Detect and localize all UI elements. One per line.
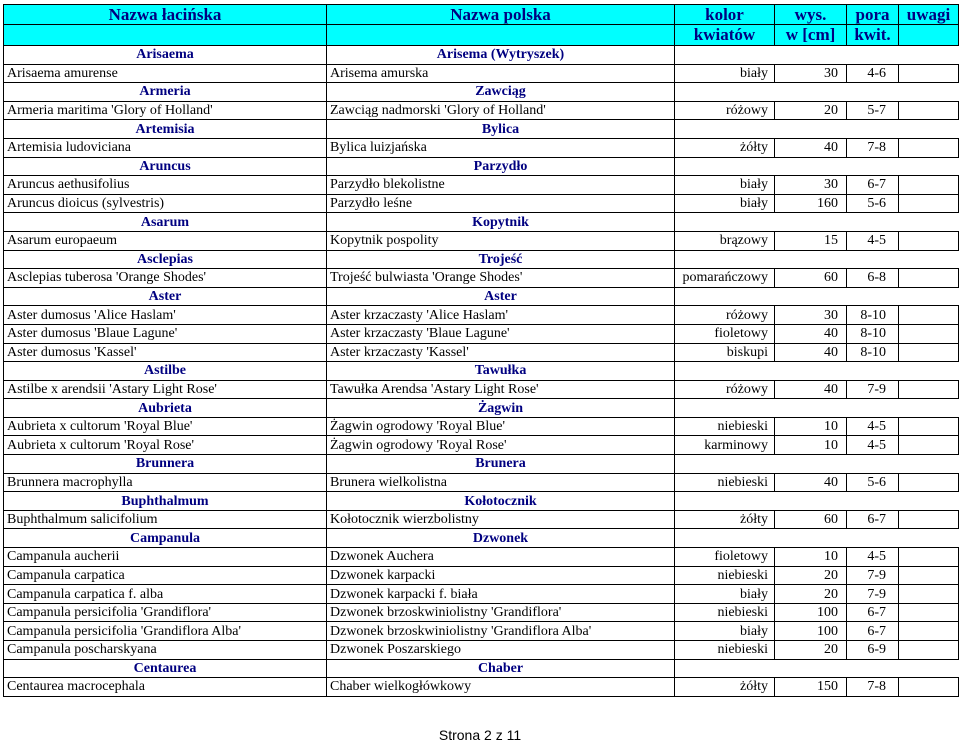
species-polish: Dzwonek Poszarskiego: [327, 641, 675, 660]
plant-height: 15: [775, 231, 847, 250]
flower-color: żółty: [675, 510, 775, 529]
species-row: [4, 510, 959, 529]
header2-polish: [327, 25, 675, 46]
species-row: [4, 269, 959, 288]
genus-empty-cell: [847, 287, 899, 306]
genus-row: [4, 250, 959, 269]
species-polish: Trojeść bulwiasta 'Orange Shodes': [327, 269, 675, 288]
species-row: [4, 176, 959, 195]
species-polish: Arisema amurska: [327, 64, 675, 83]
species-latin: Arisaema amurense: [4, 64, 327, 83]
header-color: kolor: [675, 5, 775, 25]
plant-height: 40: [775, 380, 847, 399]
genus-empty-cell: [775, 659, 847, 678]
flower-color: niebieski: [675, 641, 775, 660]
genus-latin: Buphthalmum: [4, 492, 327, 511]
species-latin: Campanula persicifolia 'Grandiflora Alba': [4, 622, 327, 641]
genus-empty-cell: [847, 213, 899, 232]
plant-height: 30: [775, 306, 847, 325]
header-row-2: [4, 25, 959, 46]
genus-polish: Tawułka: [327, 362, 675, 381]
bloom-period: 8-10: [847, 343, 899, 362]
bloom-period: 8-10: [847, 306, 899, 325]
genus-polish: Kopytnik: [327, 213, 675, 232]
genus-row: [4, 287, 959, 306]
species-polish: Parzydło blekolistne: [327, 176, 675, 195]
bloom-period: 4-6: [847, 64, 899, 83]
genus-latin: Asarum: [4, 213, 327, 232]
species-latin: Armeria maritima 'Glory of Holland': [4, 101, 327, 120]
genus-empty-cell: [899, 250, 959, 269]
genus-empty-cell: [847, 529, 899, 548]
bloom-period: 6-9: [847, 641, 899, 660]
genus-empty-cell: [775, 46, 847, 65]
species-latin: Buphthalmum salicifolium: [4, 510, 327, 529]
header-color-2: kwiatów: [675, 25, 775, 46]
species-polish: Żagwin ogrodowy 'Royal Rose': [327, 436, 675, 455]
flower-color: biały: [675, 194, 775, 213]
genus-empty-cell: [775, 529, 847, 548]
plant-height: 10: [775, 417, 847, 436]
species-polish: Chaber wielkogłówkowy: [327, 678, 675, 697]
species-row: [4, 622, 959, 641]
flower-color: karminowy: [675, 436, 775, 455]
species-row: [4, 380, 959, 399]
flower-color: różowy: [675, 380, 775, 399]
plant-height: 100: [775, 622, 847, 641]
species-row: [4, 194, 959, 213]
genus-latin: Aster: [4, 287, 327, 306]
species-latin: Brunnera macrophylla: [4, 473, 327, 492]
plant-height: 30: [775, 64, 847, 83]
notes-cell: [899, 436, 959, 455]
genus-polish: Trojeść: [327, 250, 675, 269]
genus-row: [4, 492, 959, 511]
flower-color: różowy: [675, 306, 775, 325]
flower-color: biały: [675, 622, 775, 641]
bloom-period: 7-8: [847, 138, 899, 157]
genus-empty-cell: [675, 529, 775, 548]
header-row: [4, 5, 959, 25]
page-footer: Strona 2 z 11: [438, 727, 522, 743]
species-polish: Aster krzaczasty 'Kassel': [327, 343, 675, 362]
plant-height: 20: [775, 585, 847, 604]
plant-table: [3, 4, 959, 697]
flower-color: biały: [675, 585, 775, 604]
species-latin: Artemisia ludoviciana: [4, 138, 327, 157]
flower-color: żółty: [675, 678, 775, 697]
notes-cell: [899, 585, 959, 604]
flower-color: niebieski: [675, 417, 775, 436]
genus-polish: Żagwin: [327, 399, 675, 418]
notes-cell: [899, 343, 959, 362]
plant-height: 10: [775, 548, 847, 567]
genus-empty-cell: [675, 120, 775, 139]
species-latin: Aruncus aethusifolius: [4, 176, 327, 195]
genus-empty-cell: [775, 120, 847, 139]
genus-empty-cell: [675, 362, 775, 381]
notes-cell: [899, 176, 959, 195]
genus-latin: Armeria: [4, 83, 327, 102]
species-polish: Zawciąg nadmorski 'Glory of Holland': [327, 101, 675, 120]
species-row: [4, 324, 959, 343]
flower-color: niebieski: [675, 603, 775, 622]
genus-empty-cell: [899, 455, 959, 474]
genus-empty-cell: [847, 492, 899, 511]
notes-cell: [899, 138, 959, 157]
genus-empty-cell: [899, 83, 959, 102]
genus-empty-cell: [899, 46, 959, 65]
notes-cell: [899, 603, 959, 622]
species-polish: Dzwonek karpacki: [327, 566, 675, 585]
genus-empty-cell: [899, 362, 959, 381]
genus-empty-cell: [675, 399, 775, 418]
genus-latin: Asclepias: [4, 250, 327, 269]
genus-empty-cell: [775, 455, 847, 474]
species-polish: Dzwonek brzoskwiniolistny 'Grandiflora': [327, 603, 675, 622]
genus-polish: Brunera: [327, 455, 675, 474]
flower-color: brązowy: [675, 231, 775, 250]
plant-height: 20: [775, 566, 847, 585]
bloom-period: 7-8: [847, 678, 899, 697]
header-polish-name: Nazwa polska: [327, 5, 675, 25]
bloom-period: 5-7: [847, 101, 899, 120]
genus-empty-cell: [899, 120, 959, 139]
genus-empty-cell: [775, 362, 847, 381]
genus-empty-cell: [899, 529, 959, 548]
genus-empty-cell: [847, 83, 899, 102]
plant-height: 20: [775, 101, 847, 120]
species-polish: Kołotocznik wierzbolistny: [327, 510, 675, 529]
species-latin: Campanula carpatica f. alba: [4, 585, 327, 604]
species-row: [4, 548, 959, 567]
species-row: [4, 603, 959, 622]
bloom-period: 4-5: [847, 436, 899, 455]
species-latin: Aster dumosus 'Kassel': [4, 343, 327, 362]
bloom-period: 7-9: [847, 585, 899, 604]
species-row: [4, 417, 959, 436]
header-period: pora: [847, 5, 899, 25]
genus-empty-cell: [899, 157, 959, 176]
header-height-2: w [cm]: [775, 25, 847, 46]
plant-height: 160: [775, 194, 847, 213]
notes-cell: [899, 324, 959, 343]
bloom-period: 6-7: [847, 176, 899, 195]
header-notes: uwagi: [899, 5, 959, 25]
species-latin: Campanula carpatica: [4, 566, 327, 585]
notes-cell: [899, 566, 959, 585]
genus-empty-cell: [675, 659, 775, 678]
species-latin: Astilbe x arendsii 'Astary Light Rose': [4, 380, 327, 399]
genus-polish: Kołotocznik: [327, 492, 675, 511]
species-latin: Campanula aucherii: [4, 548, 327, 567]
notes-cell: [899, 510, 959, 529]
species-row: [4, 436, 959, 455]
species-polish: Kopytnik pospolity: [327, 231, 675, 250]
species-latin: Campanula persicifolia 'Grandiflora': [4, 603, 327, 622]
genus-empty-cell: [675, 250, 775, 269]
genus-row: [4, 399, 959, 418]
flower-color: żółty: [675, 138, 775, 157]
genus-row: [4, 529, 959, 548]
notes-cell: [899, 194, 959, 213]
species-row: [4, 306, 959, 325]
species-row: [4, 566, 959, 585]
flower-color: biały: [675, 176, 775, 195]
bloom-period: 4-5: [847, 231, 899, 250]
species-polish: Bylica luizjańska: [327, 138, 675, 157]
notes-cell: [899, 678, 959, 697]
plant-height: 10: [775, 436, 847, 455]
genus-empty-cell: [775, 287, 847, 306]
flower-color: biskupi: [675, 343, 775, 362]
species-row: [4, 678, 959, 697]
notes-cell: [899, 306, 959, 325]
species-latin: Aster dumosus 'Blaue Lagune': [4, 324, 327, 343]
species-row: [4, 641, 959, 660]
flower-color: biały: [675, 64, 775, 83]
notes-cell: [899, 380, 959, 399]
genus-empty-cell: [675, 492, 775, 511]
genus-polish: Aster: [327, 287, 675, 306]
species-latin: Asarum europaeum: [4, 231, 327, 250]
genus-row: [4, 659, 959, 678]
genus-latin: Artemisia: [4, 120, 327, 139]
header-period-2: kwit.: [847, 25, 899, 46]
flower-color: różowy: [675, 101, 775, 120]
genus-polish: Bylica: [327, 120, 675, 139]
species-latin: Asclepias tuberosa 'Orange Shodes': [4, 269, 327, 288]
header2-notes: [899, 25, 959, 46]
notes-cell: [899, 641, 959, 660]
genus-row: [4, 362, 959, 381]
species-latin: Centaurea macrocephala: [4, 678, 327, 697]
bloom-period: 6-7: [847, 603, 899, 622]
genus-latin: Aruncus: [4, 157, 327, 176]
species-polish: Dzwonek brzoskwiniolistny 'Grandiflora Alba': [327, 622, 675, 641]
species-polish: Tawułka Arendsa 'Astary Light Rose': [327, 380, 675, 399]
bloom-period: 4-5: [847, 417, 899, 436]
genus-empty-cell: [847, 250, 899, 269]
bloom-period: 8-10: [847, 324, 899, 343]
bloom-period: 6-7: [847, 622, 899, 641]
plant-height: 40: [775, 343, 847, 362]
genus-row: [4, 46, 959, 65]
plant-height: 40: [775, 324, 847, 343]
species-row: [4, 138, 959, 157]
genus-empty-cell: [899, 287, 959, 306]
notes-cell: [899, 269, 959, 288]
species-row: [4, 585, 959, 604]
species-row: [4, 343, 959, 362]
genus-empty-cell: [675, 46, 775, 65]
notes-cell: [899, 64, 959, 83]
genus-latin: Campanula: [4, 529, 327, 548]
genus-empty-cell: [899, 659, 959, 678]
species-polish: Brunera wielkolistna: [327, 473, 675, 492]
bloom-period: 7-9: [847, 380, 899, 399]
genus-empty-cell: [847, 362, 899, 381]
bloom-period: 5-6: [847, 194, 899, 213]
genus-empty-cell: [775, 399, 847, 418]
bloom-period: 4-5: [847, 548, 899, 567]
bloom-period: 5-6: [847, 473, 899, 492]
species-row: [4, 64, 959, 83]
genus-empty-cell: [775, 213, 847, 232]
notes-cell: [899, 473, 959, 492]
flower-color: pomarańczowy: [675, 269, 775, 288]
genus-row: [4, 83, 959, 102]
genus-empty-cell: [675, 287, 775, 306]
species-polish: Żagwin ogrodowy 'Royal Blue': [327, 417, 675, 436]
notes-cell: [899, 101, 959, 120]
species-latin: Campanula poscharskyana: [4, 641, 327, 660]
flower-color: niebieski: [675, 473, 775, 492]
genus-empty-cell: [775, 83, 847, 102]
genus-latin: Brunnera: [4, 455, 327, 474]
genus-polish: Chaber: [327, 659, 675, 678]
genus-empty-cell: [775, 250, 847, 269]
plant-height: 20: [775, 641, 847, 660]
genus-empty-cell: [899, 399, 959, 418]
plant-height: 60: [775, 269, 847, 288]
genus-empty-cell: [899, 492, 959, 511]
notes-cell: [899, 622, 959, 641]
genus-empty-cell: [675, 157, 775, 176]
genus-empty-cell: [847, 659, 899, 678]
plant-height: 30: [775, 176, 847, 195]
header-latin-name: Nazwa łacińska: [4, 5, 327, 25]
species-polish: Dzwonek karpacki f. biała: [327, 585, 675, 604]
genus-empty-cell: [847, 120, 899, 139]
species-row: [4, 231, 959, 250]
header2-latin: [4, 25, 327, 46]
species-row: [4, 101, 959, 120]
genus-empty-cell: [899, 213, 959, 232]
plant-height: 40: [775, 138, 847, 157]
flower-color: fioletowy: [675, 324, 775, 343]
species-row: [4, 473, 959, 492]
plant-height: 150: [775, 678, 847, 697]
genus-empty-cell: [675, 83, 775, 102]
notes-cell: [899, 548, 959, 567]
genus-polish: Zawciąg: [327, 83, 675, 102]
genus-empty-cell: [847, 157, 899, 176]
genus-polish: Arisema (Wytryszek): [327, 46, 675, 65]
genus-polish: Dzwonek: [327, 529, 675, 548]
genus-empty-cell: [847, 455, 899, 474]
genus-latin: Centaurea: [4, 659, 327, 678]
species-polish: Aster krzaczasty 'Alice Haslam': [327, 306, 675, 325]
genus-empty-cell: [775, 492, 847, 511]
species-latin: Aruncus dioicus (sylvestris): [4, 194, 327, 213]
notes-cell: [899, 417, 959, 436]
bloom-period: 6-8: [847, 269, 899, 288]
genus-latin: Arisaema: [4, 46, 327, 65]
bloom-period: 7-9: [847, 566, 899, 585]
species-polish: Aster krzaczasty 'Blaue Lagune': [327, 324, 675, 343]
genus-latin: Aubrieta: [4, 399, 327, 418]
bloom-period: 6-7: [847, 510, 899, 529]
genus-empty-cell: [775, 157, 847, 176]
genus-row: [4, 157, 959, 176]
genus-empty-cell: [847, 399, 899, 418]
species-polish: Dzwonek Auchera: [327, 548, 675, 567]
notes-cell: [899, 231, 959, 250]
species-latin: Aubrieta x cultorum 'Royal Rose': [4, 436, 327, 455]
species-latin: Aubrieta x cultorum 'Royal Blue': [4, 417, 327, 436]
species-latin: Aster dumosus 'Alice Haslam': [4, 306, 327, 325]
species-polish: Parzydło leśne: [327, 194, 675, 213]
plant-height: 40: [775, 473, 847, 492]
flower-color: niebieski: [675, 566, 775, 585]
genus-row: [4, 213, 959, 232]
genus-row: [4, 455, 959, 474]
header-height: wys.: [775, 5, 847, 25]
genus-latin: Astilbe: [4, 362, 327, 381]
plant-height: 60: [775, 510, 847, 529]
genus-polish: Parzydło: [327, 157, 675, 176]
genus-empty-cell: [675, 213, 775, 232]
plant-height: 100: [775, 603, 847, 622]
genus-empty-cell: [847, 46, 899, 65]
genus-row: [4, 120, 959, 139]
genus-empty-cell: [675, 455, 775, 474]
flower-color: fioletowy: [675, 548, 775, 567]
